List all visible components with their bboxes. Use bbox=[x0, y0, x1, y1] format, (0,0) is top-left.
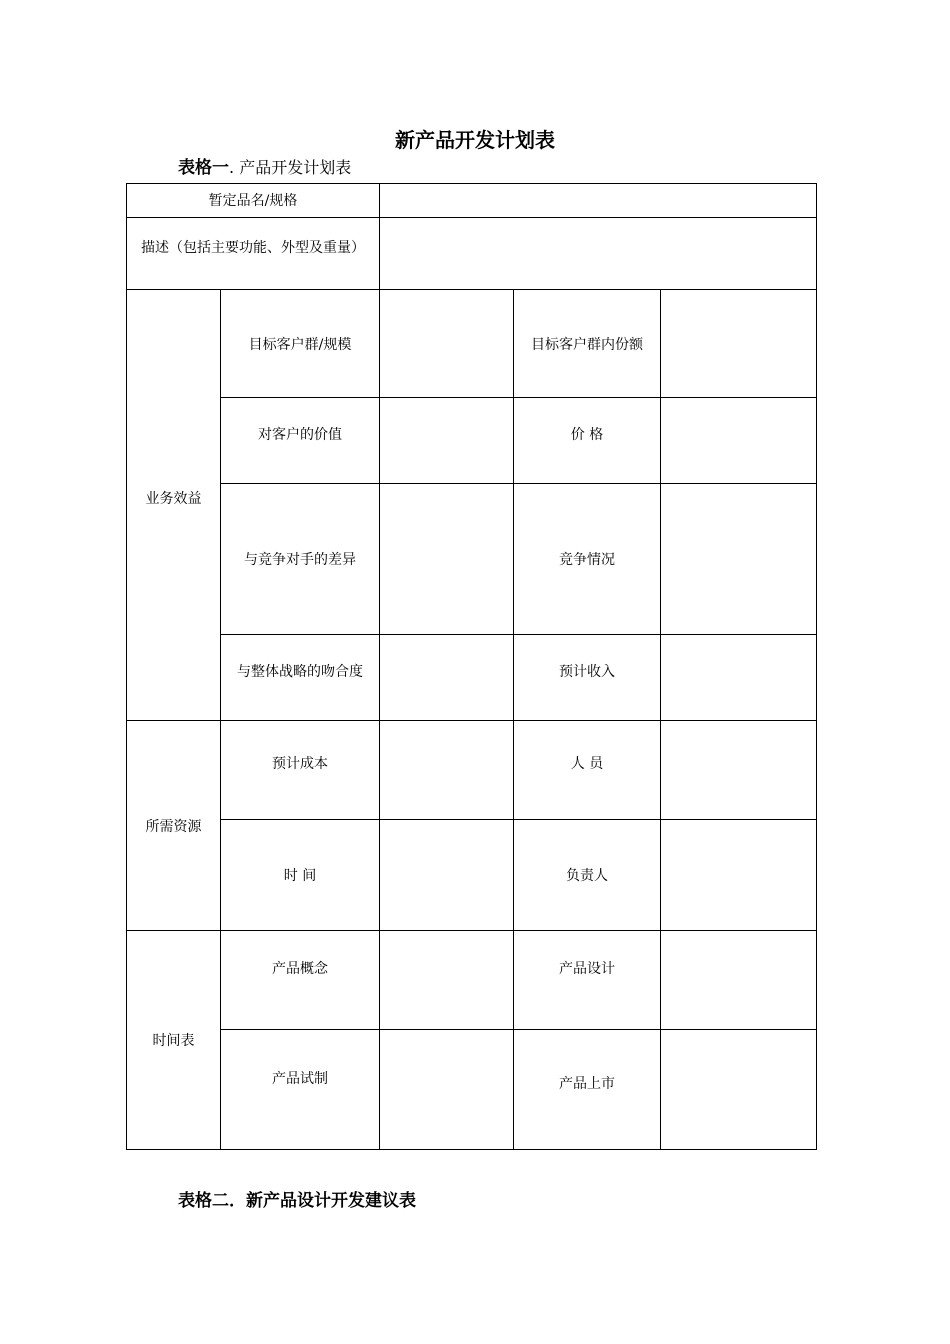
product-plan-table bbox=[126, 183, 817, 1150]
target-share-label: 目标客户群内份额 bbox=[514, 290, 661, 398]
competitor-difference-label: 与竞争对手的差异 bbox=[221, 484, 380, 635]
expected-income-label: 预计收入 bbox=[514, 635, 661, 721]
personnel-label: 人 员 bbox=[514, 721, 661, 820]
strategy-fit-label: 与整体战略的吻合度 bbox=[221, 635, 380, 721]
business-benefit-label: 业务效益 bbox=[127, 290, 221, 721]
product-trial-value-cell[interactable] bbox=[380, 1030, 514, 1150]
price-label: 价 格 bbox=[514, 398, 661, 484]
table2-caption: 表格二．新产品设计开发建议表 bbox=[178, 1191, 416, 1211]
table1-caption-sep: . bbox=[229, 158, 235, 177]
responsible-person-value-cell[interactable] bbox=[661, 820, 817, 931]
strategy-fit-value-cell[interactable] bbox=[380, 635, 514, 721]
target-customer-label: 目标客户群/规模 bbox=[221, 290, 380, 398]
competitor-difference-value-cell[interactable] bbox=[380, 484, 514, 635]
product-trial-label: 产品试制 bbox=[221, 1030, 380, 1150]
competition-label: 竞争情况 bbox=[514, 484, 661, 635]
target-customer-value-cell[interactable] bbox=[380, 290, 514, 398]
product-launch-value-cell[interactable] bbox=[661, 1030, 817, 1150]
product-design-value-cell[interactable] bbox=[661, 931, 817, 1030]
product-name-value-cell[interactable] bbox=[380, 184, 817, 218]
page-title: 新产品开发计划表 bbox=[395, 128, 555, 152]
product-concept-value-cell[interactable] bbox=[380, 931, 514, 1030]
expected-income-value-cell[interactable] bbox=[661, 635, 817, 721]
description-label: 描述（包括主要功能、外型及重量） bbox=[127, 218, 380, 290]
product-design-label: 产品设计 bbox=[514, 931, 661, 1030]
expected-cost-value-cell[interactable] bbox=[380, 721, 514, 820]
competition-value-cell[interactable] bbox=[661, 484, 817, 635]
table1-caption bbox=[178, 153, 351, 178]
description-value-cell[interactable] bbox=[380, 218, 817, 290]
time-value-cell[interactable] bbox=[380, 820, 514, 931]
table1-caption-lead: 表格一 bbox=[178, 158, 229, 178]
price-value-cell[interactable] bbox=[661, 398, 817, 484]
product-name-label: 暂定品名/规格 bbox=[127, 184, 380, 218]
customer-value-label: 对客户的价值 bbox=[221, 398, 380, 484]
personnel-value-cell[interactable] bbox=[661, 721, 817, 820]
product-concept-label: 产品概念 bbox=[221, 931, 380, 1030]
required-resources-label: 所需资源 bbox=[127, 721, 221, 931]
expected-cost-label: 预计成本 bbox=[221, 721, 380, 820]
target-share-value-cell[interactable] bbox=[661, 290, 817, 398]
product-launch-label: 产品上市 bbox=[514, 1030, 661, 1150]
responsible-person-label: 负责人 bbox=[514, 820, 661, 931]
customer-value-cell[interactable] bbox=[380, 398, 514, 484]
table1-caption-text: 产品开发计划表 bbox=[239, 158, 352, 177]
schedule-label: 时间表 bbox=[127, 931, 221, 1150]
time-label: 时 间 bbox=[221, 820, 380, 931]
